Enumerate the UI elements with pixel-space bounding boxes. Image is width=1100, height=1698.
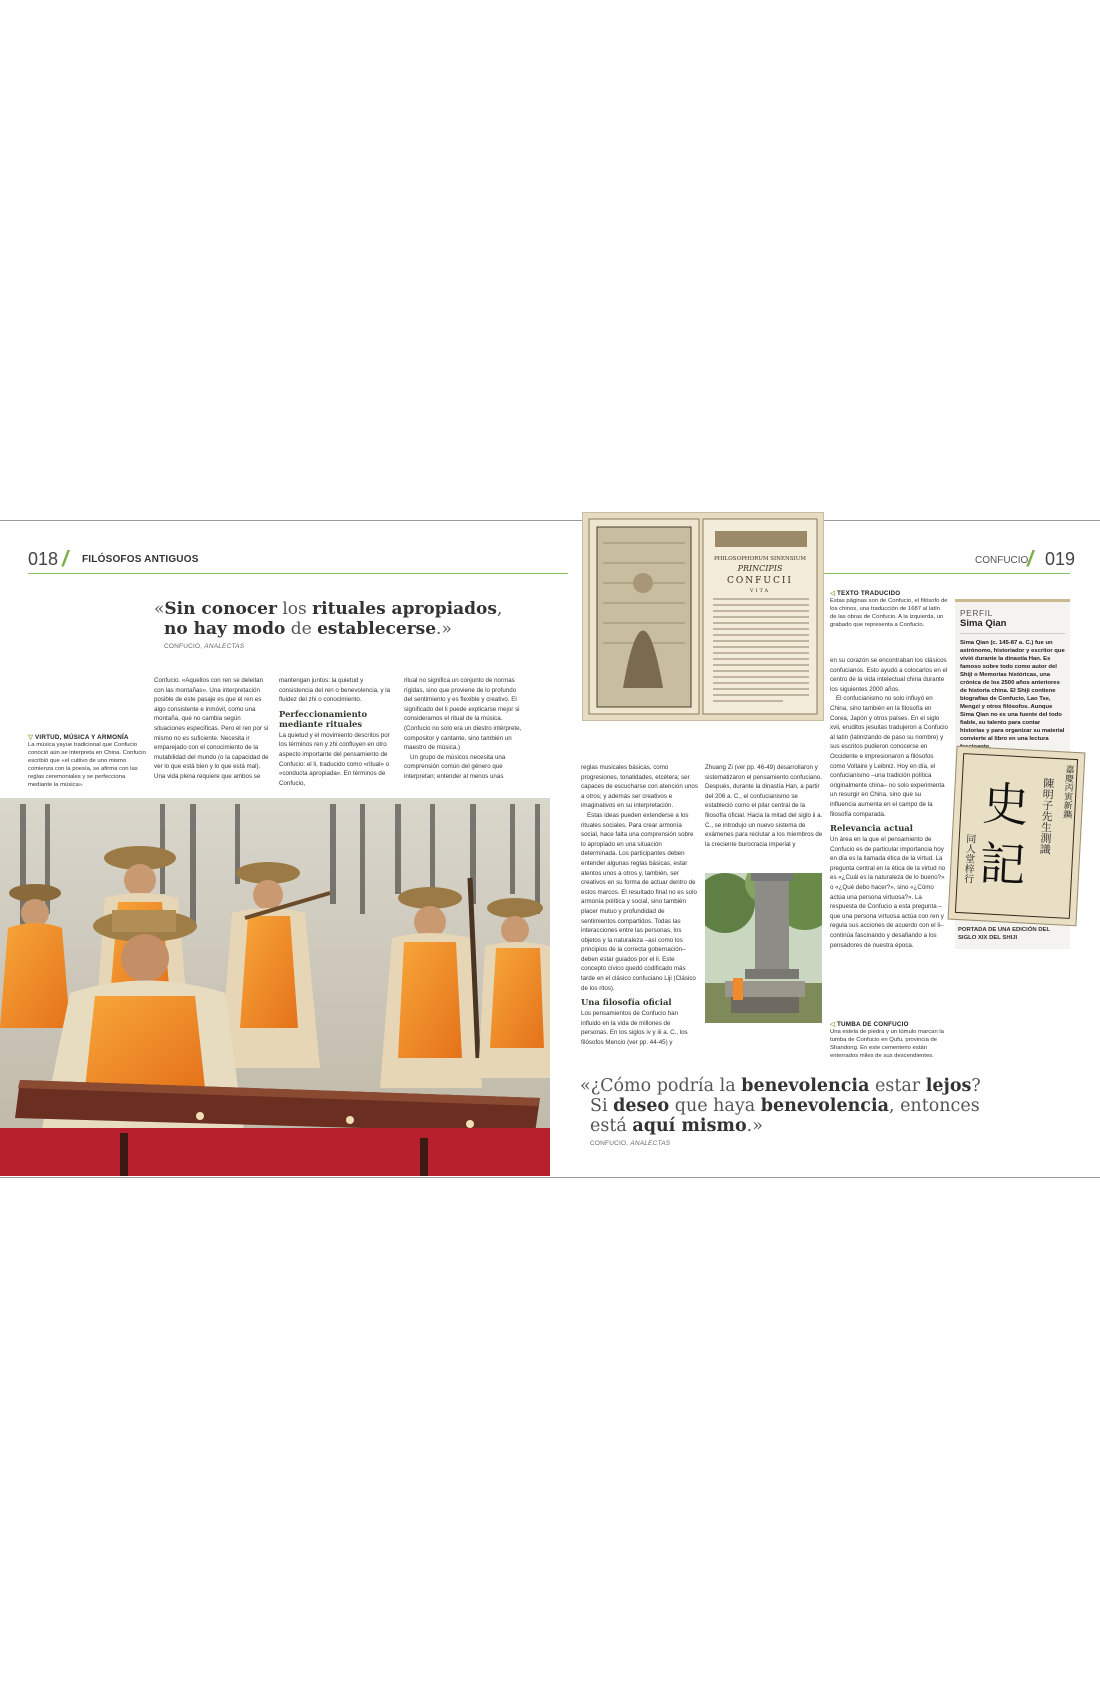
latin-book-illustration (583, 513, 823, 720)
shiji-cover-photo (948, 746, 1086, 927)
caption-translated-text: ◁ TEXTO TRADUCIDO Estas páginas son de Confucio, el filósofo de los chinos, una traducción de 1687 al latín de las obras de Confucio. A la izquierda, un grabado que representa a Confucio. (830, 590, 948, 628)
caption-tomb: ◁ TUMBA DE CONFUCIO Una estela de piedra y un túmulo marcan la tumba de Confucio en Qufu, provincia de Shandong. En este cementerio están enterrados miles de sus descendientes. (830, 1021, 944, 1059)
text-column-3: ritual no significa un conjunto de normas rígidas, sino que proviene de lo profundo del sentimiento y es flexible y creativo. El significado del li puede explicarse mejor si consideramos el ritual de la música. (Confucio no solo era un diestro intérprete, compositor y cantante, sino también un maestro de música.) Un grupo de músicos necesita una comprensión común del género que interpretan; entender al menos unas (404, 677, 522, 780)
left-running-head: FILÓSOFOS ANTIGUOS (82, 554, 199, 565)
header-rule-right (820, 573, 1070, 574)
tomb-photo (705, 873, 822, 1023)
musicians-photo (0, 798, 550, 1176)
shiji-cover-right-text: 陳明子先生測識 (1038, 777, 1056, 855)
profile-caption: PORTADA DE UNA EDICIÓN DEL SIGLO XIX DEL SHIJI (958, 927, 1050, 941)
text-column-2: mantengan juntos: la quietud y consistencia del ren o benevolencia, y la fluidez del zhi o conocimiento. Perfeccionamiento mediante rituales La quietud y el movimiento descritos por los términos ren y zhi confluyen en otro aspecto importante del pensamiento de Confucio: el li, traducido como «ritual» o «conducta apropiada». En términos de Confucio, (279, 676, 397, 788)
latin-title-line2: PRINCIPIS (737, 564, 783, 573)
latin-title-line1: PHILOSOPHORUM SINENSIUM (713, 556, 807, 562)
text-column-1: Confucio. «Aquellos con ren se deleitan con las montañas». Una interpretación posible de este pasaje es que el ren es algo consistente e inmóvil, como una montaña, que no cambia según situaciones específicas. Pero el ren por sí mismo no es suficiente. Necesita ir emparejado con el conocimiento de la mutabilidad del mundo (o la capacidad de ver lo que está bien y lo que está mal). Una vida plena requiere que ambos se (154, 677, 269, 780)
subhead-rituals: Perfeccionamiento mediante rituales (279, 708, 368, 729)
shiji-cover-big-char-2: 記 (978, 836, 1027, 893)
subhead-official-philosophy: Una filosofía oficial (581, 997, 672, 1008)
pull-quote-benevolence-source: CONFUCIO, ANALECTAS (590, 1140, 671, 1147)
latin-book-photo (582, 512, 824, 721)
shiji-cover-big-char-1: 史 (981, 776, 1031, 833)
text-column-6: en su corazón se encontraban los clásicos confucianos. Esto ayudó a colocarlos en el centro de la vida intelectual china durante los siguientes 2000 años. El confucianismo no solo influyó en China, sino también en la filosofía en Corea, Japón y otros países. En el siglo xvii, eruditos jesuitas tradujeron a Confucio al latín (latinizando de paso su nombre) y sus escritos pudieron conocerse en Occidente e impresionaron a filósofos como Voltaire y Leibniz. Hoy en día, el confucianismo –una tradición política originalmente china– no solo experimenta un resurgir en China, sino que su influencia aumenta en el campo de la filosofía comparada. Relevancia actual Un área en la que el pensamiento de Confucio es de particular importancia hoy en día es la llamada ética de la virtud. La pregunta central en la ética de la virtud no es «¿Cuál es la naturaleza de lo bueno?» o «¿Qué debo hacer?», sino «¿Cómo actúa una persona virtuosa?». La respuesta de Confucio a esta pregunta –que una persona virtuosa actúa con ren y regula sus acciones de acuerdo con el li– continúa fascinando y desafiando a los pensadores de nuestra época. (830, 657, 948, 949)
text-column-4: reglas musicales básicas, como progresiones, tonalidades, etcétera; ser capaces de escucharse con atención unos a otros; y además ser creativos e imaginativos en su interpretación. Estas ideas pueden extenderse a los rituales sociales. Para crear armonía social, hace falta una comprensión sobre lo apropiado en una situación determinada. Los participantes deben entender algunas reglas básicas, estar atentos unos a otros y, también, ser creativos en su forma de actuar dentro de estos marcos. El resultado final no es solo armonía política y social, sino también placer mutuo y profundidad de sentimientos compartidos. Todas las interacciones entre las personas, los objetos y la naturaleza –así como los principios de la correcta gobernación– deben estar guiados por el li. Este concepto cívico quedó codificado más tarde en el clásico confuciano Liji (Clásico de los ritos). Una filosofía oficial Los pensamientos de Confucio han influido en la vida de millones de personas. En los siglos iv y iii a. C., los filósofos Mencio (ver pp. 44-45) y (581, 764, 698, 1047)
right-running-head: CONFUCIO (975, 555, 1029, 566)
latin-title-line3: CONFUCII (727, 576, 793, 586)
header-rule-left (28, 573, 568, 574)
book-spread (0, 520, 1100, 1178)
shiji-cover-left-text: 同人堂梓行 (961, 833, 976, 884)
pull-quote-rituals: «Sin conocer los rituales apropiados, no hay modo de establecerse.» (154, 599, 503, 639)
pull-quote-rituals-source: CONFUCIO, ANALECTAS (164, 643, 245, 650)
profile-name: Sima Qian (960, 618, 1007, 629)
caption-music: ▽ VIRTUD, MÚSICA Y ARMONÍA La música yayue tradicional que Confucio conoció aún se interpreta en China. Confucio escribió que «el cultivo de uno mismo comienza con la poesía, se afirma con las reglas ceremoniales y se perfecciona mediante la música». (28, 734, 146, 788)
header-slash-right: / (1027, 546, 1034, 571)
right-page-number: 019 (1045, 549, 1076, 569)
latin-title-line4: VITA (749, 588, 771, 594)
profile-label: PERFIL (960, 608, 993, 618)
text-column-5: Zhuang Zi (ver pp. 46-49) desarrollaron y sistematizaron el pensamiento confuciano. Después, durante la dinastía Han, a partir del 206 a. C., el confucianismo se estableció como el pilar central de la filosofía oficial. Hacia la mitad del siglo ii a. C., se introdujo un nuevo sistema de exámenes para reclutar a los miembros de la creciente burocracia imperial y (705, 764, 823, 848)
pull-quote-benevolence: «¿Cómo podría la benevolencia estar lejos? Si deseo que haya benevolencia, entonces está aquí mismo.» (580, 1076, 981, 1136)
subhead-current-relevance: Relevancia actual (830, 823, 913, 834)
musicians-illustration (0, 798, 550, 1176)
tomb-illustration (705, 873, 822, 1023)
profile-text: Sima Qian (c. 145-87 a. C.) fue un astrónomo, historiador y escritor que vivió durante la dinastía Han. Es famoso sobre todo como autor del Shiji o Memorias históricas, una crónica de los 2500 años anteriores de historia china. El Shiji contiene biografías de Confucio, Lao Tse, Mengzi y otros filósofos. Aunque Sima Qian no es una fuente del todo fiable, su talento para contar historias y para organizar su material convierte al libro en una lectura (960, 640, 1065, 742)
left-page-number: 018 (28, 549, 59, 569)
shiji-cover-top-text: 嘉慶丙寅新鐫 (1060, 764, 1074, 819)
header-slash-left: / (62, 546, 69, 571)
